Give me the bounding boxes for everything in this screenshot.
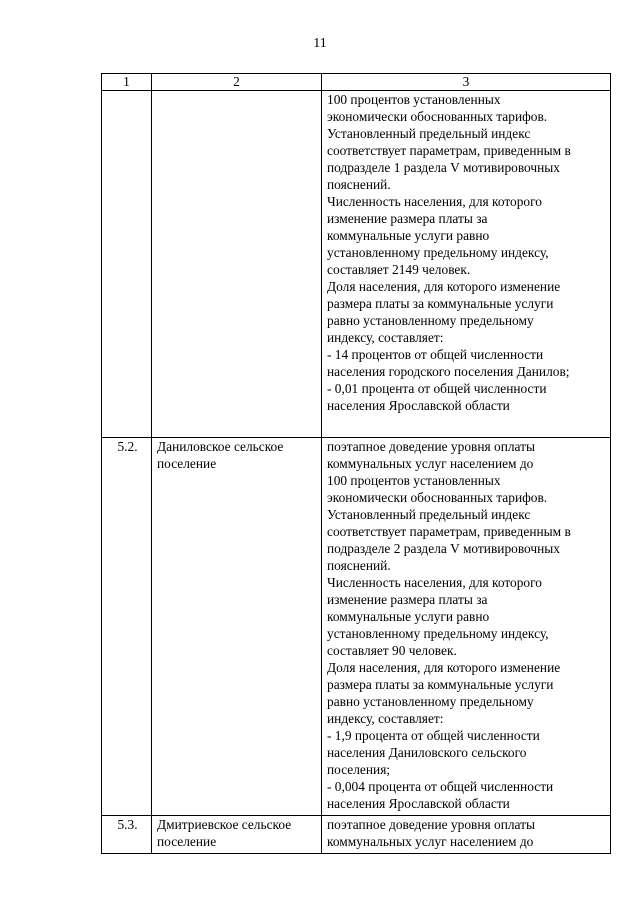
page-number: 11: [313, 36, 327, 51]
text-line: населения Ярославской области: [327, 796, 510, 811]
text-line: равно установленному предельному: [327, 694, 534, 709]
text-line: населения Даниловского сельского: [327, 745, 527, 760]
text-line: поселения;: [327, 762, 391, 777]
row-content: [322, 91, 611, 438]
text-line: Доля населения, для которого изменение: [327, 279, 561, 294]
text-line: соответствует параметрам, приведенным в: [327, 143, 571, 158]
text-line: Численность населения, для которого: [327, 194, 542, 209]
text-line: населения городского поселения Данилов;: [327, 364, 570, 379]
row-name: [152, 816, 322, 854]
row-content: [322, 438, 611, 816]
text-line: составляет 2149 человек.: [327, 262, 471, 277]
text-line: размера платы за коммунальные услуги: [327, 296, 554, 311]
text-line: - 0,01 процента от общей численности: [327, 381, 547, 396]
row-name: [152, 438, 322, 816]
text-line: размера платы за коммунальные услуги: [327, 677, 554, 692]
text-line: установленному предельному индексу,: [327, 626, 549, 641]
text-line: Численность населения, для которого: [327, 575, 542, 590]
column-header-3: 3: [322, 74, 611, 91]
text-line: коммунальные услуги равно: [327, 609, 490, 624]
text-line: пояснений.: [327, 558, 391, 573]
text-line: - 0,004 процента от общей численности: [327, 779, 554, 794]
text-line: коммунальных услуг населением до: [327, 456, 534, 471]
text-line: индексу, составляет:: [327, 330, 444, 345]
table-row: [102, 816, 611, 854]
text-line: коммунальных услуг населением до: [327, 834, 534, 849]
text-line: равно установленному предельному: [327, 313, 534, 328]
text-line: изменение размера платы за: [327, 592, 488, 607]
text-line: 100 процентов установленных: [327, 473, 501, 488]
text-line: поэтапное доведение уровня оплаты: [327, 817, 536, 832]
text-line: экономически обоснованных тарифов.: [327, 109, 548, 124]
text-line: поселение: [157, 456, 217, 471]
text-line: - 1,9 процента от общей численности: [327, 728, 540, 743]
table-row: [102, 91, 611, 438]
text-line: Доля населения, для которого изменение: [327, 660, 561, 675]
column-header-1: 1: [102, 74, 152, 91]
text-line: Установленный предельный индекс: [327, 507, 531, 522]
text-line: 100 процентов установленных: [327, 92, 501, 107]
text-line: Дмитриевское сельское: [157, 817, 292, 832]
text-line: населения Ярославской области: [327, 398, 510, 413]
text-line: индексу, составляет:: [327, 711, 444, 726]
text-line: изменение размера платы за: [327, 211, 488, 226]
table-header-row: [102, 74, 611, 91]
table-row: [102, 438, 611, 816]
row-number: [102, 91, 152, 438]
text-line: экономически обоснованных тарифов.: [327, 490, 548, 505]
row-content: [322, 816, 611, 854]
text-line: установленному предельному индексу,: [327, 245, 549, 260]
text-line: Установленный предельный индекс: [327, 126, 531, 141]
row-name: [152, 91, 322, 438]
text-line: составляет 90 человек.: [327, 643, 457, 658]
text-line: подразделе 1 раздела V мотивировочных: [327, 160, 561, 175]
text-line: поэтапное доведение уровня оплаты: [327, 439, 536, 454]
text-line: - 14 процентов от общей численности: [327, 347, 544, 362]
row-number: 5.2.: [102, 438, 152, 816]
text-line: Даниловское сельское: [157, 439, 284, 454]
text-line: поселение: [157, 834, 217, 849]
row-number: 5.3.: [102, 816, 152, 854]
text-line: коммунальные услуги равно: [327, 228, 490, 243]
text-line: соответствует параметрам, приведенным в: [327, 524, 571, 539]
tariff-table: [101, 73, 611, 854]
column-header-2: 2: [152, 74, 322, 91]
text-line: пояснений.: [327, 177, 391, 192]
text-line: подразделе 2 раздела V мотивировочных: [327, 541, 561, 556]
